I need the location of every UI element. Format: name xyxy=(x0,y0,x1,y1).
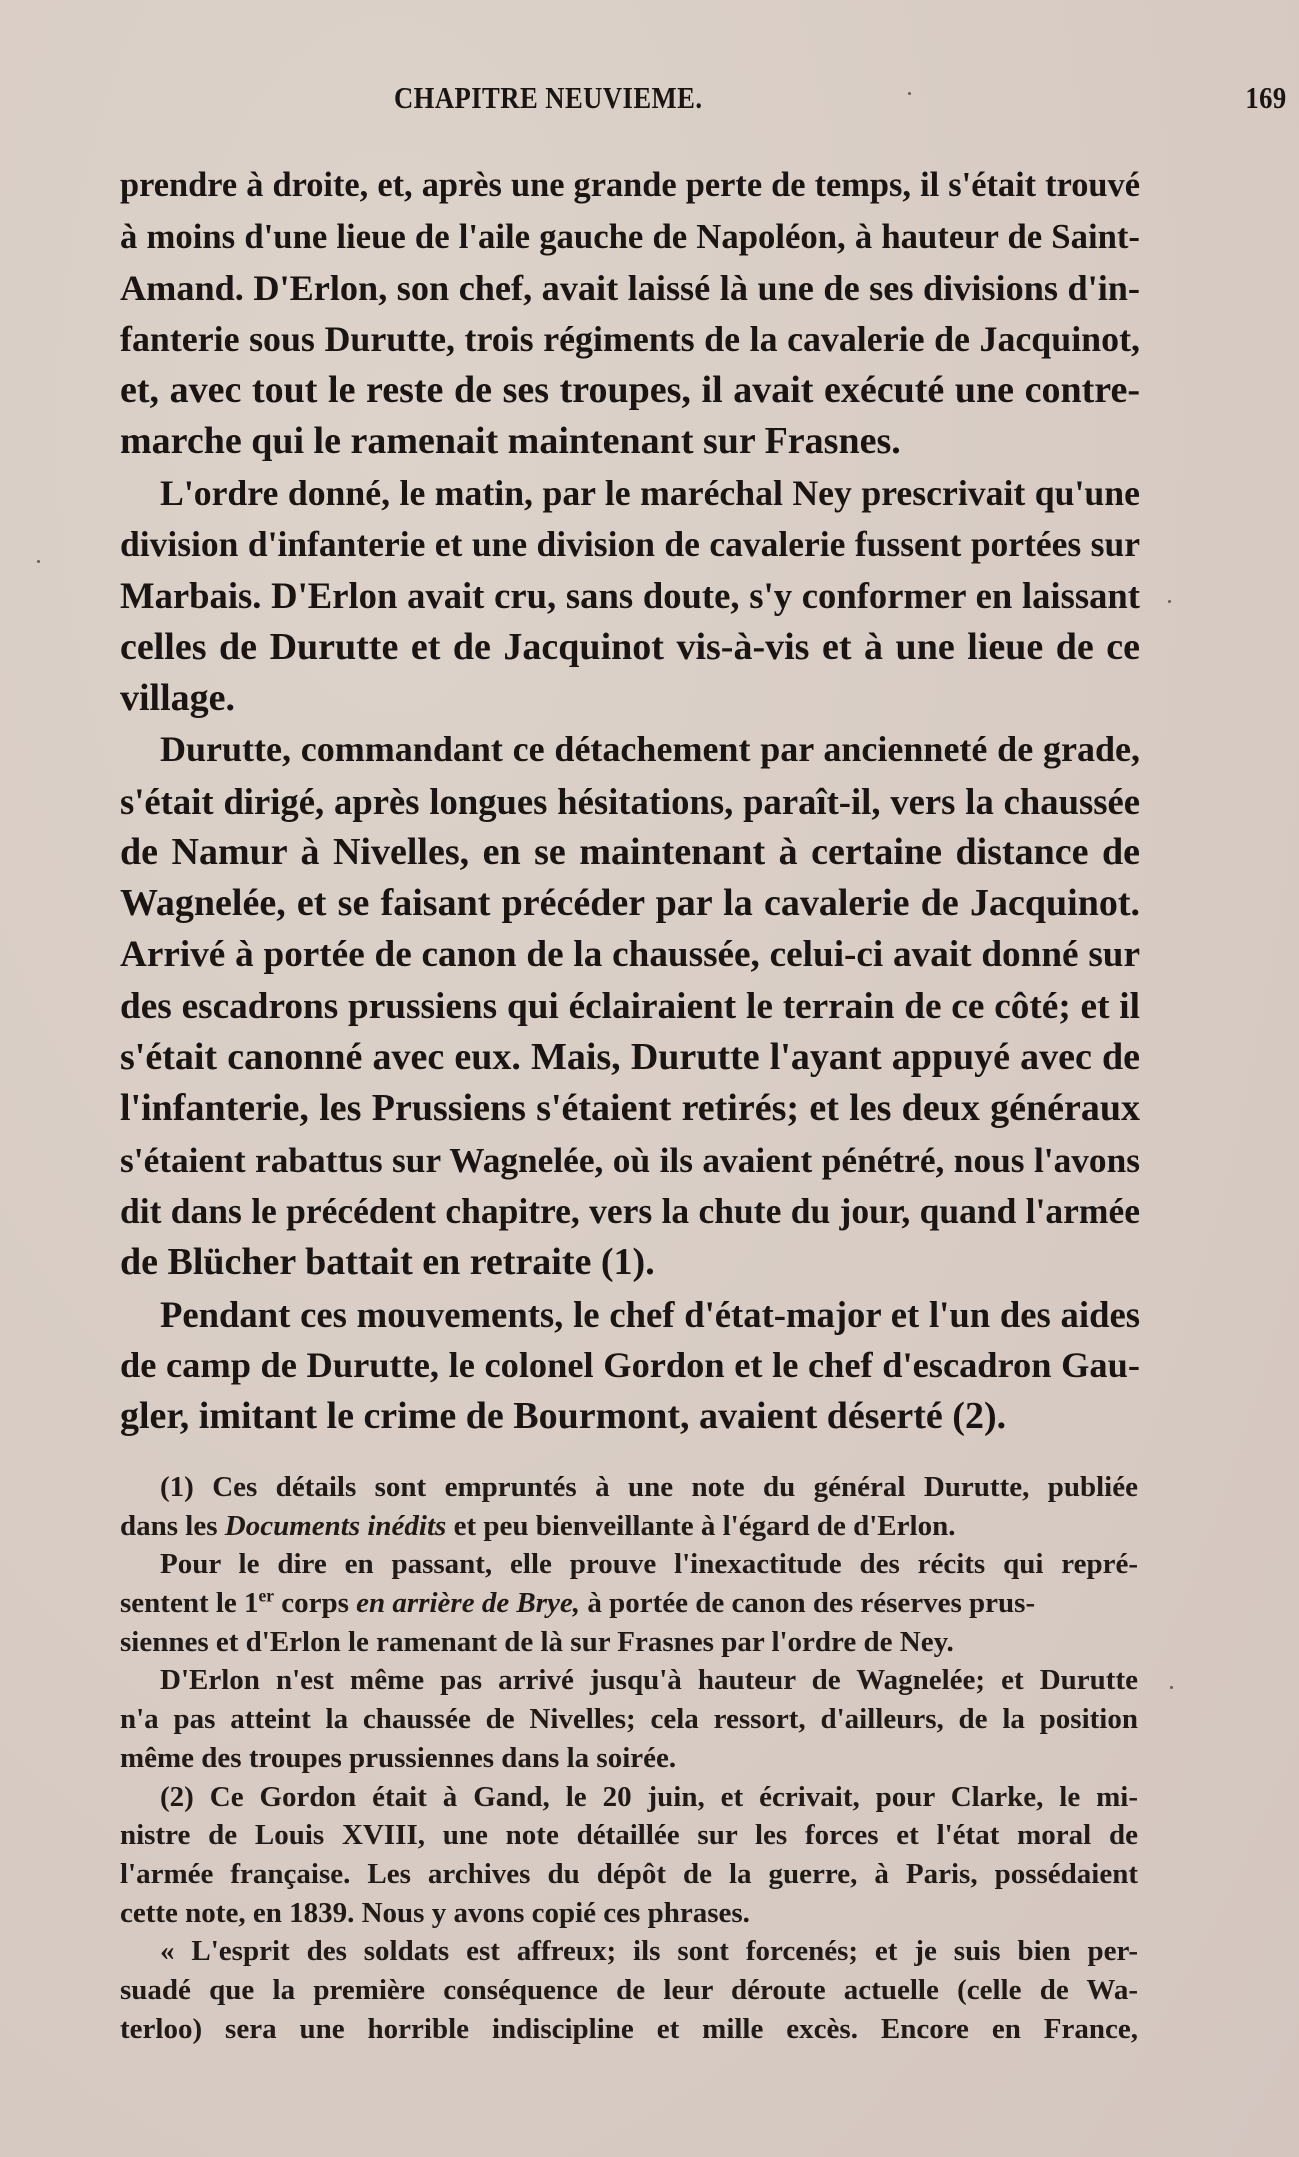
text-line: s'était canonné avec eux. Mais, Durutte l'ayant appuyé avec de xyxy=(120,1036,1140,1079)
text-line: s'étaient rabattus sur Wagnelée, où ils avaient pénétré, nous l'avons xyxy=(120,1140,1140,1180)
chapter-title: CHAPITRE NEUVIEME. xyxy=(394,80,703,115)
text-line: Durutte, commandant ce détachement par ancienneté de grade, xyxy=(160,729,1140,770)
text-line: des escadrons prussiens qui éclairaient le terrain de ce côté; et il xyxy=(120,985,1140,1027)
text-line: l'infanterie, les Prussiens s'étaient retirés; et les deux généraux xyxy=(120,1087,1140,1130)
footnote-line xyxy=(120,1584,1138,1623)
footnote-line: D'Erlon n'est même pas arrivé jusqu'à hauteur de Wagnelée; et Durutte xyxy=(160,1664,1138,1697)
text-line: dit dans le précédent chapitre, vers la chute du jour, quand l'armée xyxy=(120,1190,1140,1231)
text-line: gler, imitant le crime de Bourmont, avaient déserté (2). xyxy=(120,1395,1007,1438)
running-head xyxy=(394,80,1287,130)
text-line: de Blücher battait en retraite (1). xyxy=(120,1241,655,1284)
footnote-text: corps xyxy=(273,1587,357,1620)
footnote-line: terloo) sera une horrible indiscipline et mille excès. Encore en France, xyxy=(120,2012,1138,2045)
footnote-line: l'armée française. Les archives du dépôt de la guerre, à Paris, possédaient xyxy=(120,1857,1138,1890)
footnote-italic-title: Documents inédits xyxy=(224,1509,447,1542)
text-line: fanterie sous Durutte, trois régiments de la cavalerie de Jacquinot, xyxy=(120,318,1140,359)
footnote-line: suadé que la première conséquence de leur déroute actuelle (celle de Wa- xyxy=(120,1973,1138,2006)
text-line: celles de Durutte et de Jacquinot vis-à-vis et à une lieue de ce xyxy=(120,625,1140,668)
text-line: Pendant ces mouvements, le chef d'état-major et l'un des aides xyxy=(160,1293,1140,1335)
main-text xyxy=(120,160,1140,1442)
footnotes xyxy=(120,1468,1138,2048)
footnote-line: même des troupes prussiennes dans la soirée. xyxy=(120,1741,677,1774)
page-number: 169 xyxy=(1245,80,1287,115)
text-line: L'ordre donné, le matin, par le maréchal Ney prescrivait qu'une xyxy=(160,472,1140,513)
text-line: s'était dirigé, après longues hésitations, paraît-il, vers la chaussée xyxy=(120,780,1140,822)
text-line: Marbais. D'Erlon avait cru, sans doute, s'y conformer en laissant xyxy=(120,575,1140,617)
paper-speck xyxy=(37,560,40,563)
text-line: prendre à droite, et, après une grande perte de temps, il s'était trouvé xyxy=(120,166,1140,204)
text-line: marche qui le ramenait maintenant sur Frasnes. xyxy=(120,420,901,463)
footnote-line: n'a pas atteint la chaussée de Nivelles; cela ressort, d'ailleurs, de la position xyxy=(120,1703,1138,1736)
text-line: de Namur à Nivelles, en se maintenant à certaine distance de xyxy=(120,830,1140,873)
footnote-1 xyxy=(120,1468,1138,1778)
footnote-line xyxy=(120,1507,1138,1546)
footnote-line: Pour le dire en passant, elle prouve l'inexactitude des récits qui repré- xyxy=(160,1548,1138,1581)
footnote-line: « L'esprit des soldats est affreux; ils sont forcenés; et je suis bien per- xyxy=(160,1935,1138,1968)
text-line: village. xyxy=(120,676,236,719)
footnote-line: cette note, en 1839. Nous y avons copié ces phrases. xyxy=(120,1896,750,1929)
text-line: de camp de Durutte, le colonel Gordon et le chef d'escadron Gau- xyxy=(120,1344,1140,1385)
text-line: et, avec tout le reste de ses troupes, il avait exécuté une contre- xyxy=(120,369,1140,412)
text-line: Arrivé à portée de canon de la chaussée, celui-ci avait donné sur xyxy=(120,934,1140,976)
paper-speck xyxy=(1170,1686,1173,1689)
footnote-line: nistre de Louis XVIII, une note détaillée sur les forces et l'état moral de xyxy=(120,1819,1138,1852)
paper-speck xyxy=(1168,600,1171,603)
footnote-superscript: er xyxy=(258,1585,274,1606)
text-line: Amand. D'Erlon, son chef, avait laissé là une de ses divisions d'in- xyxy=(120,267,1140,308)
text-line: à moins d'une lieue de l'aile gauche de Napoléon, à hauteur de Saint- xyxy=(120,217,1140,257)
footnote-line: (1) Ces détails sont empruntés à une note du général Durutte, publiée xyxy=(160,1471,1138,1503)
footnote-text: à portée de canon des réserves prus- xyxy=(580,1587,1036,1620)
footnote-italic-text: en arrière de Brye, xyxy=(356,1587,581,1620)
footnote-2 xyxy=(120,1778,1138,2049)
footnote-text: et peu bienveillante à l'égard de d'Erlon. xyxy=(446,1509,956,1542)
footnote-line: (2) Ce Gordon était à Gand, le 20 juin, et écrivait, pour Clarke, le mi- xyxy=(160,1780,1138,1813)
text-line: Wagnelée, et se faisant précéder par la cavalerie de Jacquinot. xyxy=(120,882,1140,925)
paper-speck xyxy=(908,92,911,95)
footnote-line: siennes et d'Erlon le ramenant de là sur Frasnes par l'ordre de Ney. xyxy=(120,1625,954,1658)
footnote-text: dans les xyxy=(120,1509,225,1542)
footnote-text: sentent le 1 xyxy=(120,1587,259,1620)
text-line: division d'infanterie et une division de cavalerie fussent portées sur xyxy=(120,524,1140,565)
